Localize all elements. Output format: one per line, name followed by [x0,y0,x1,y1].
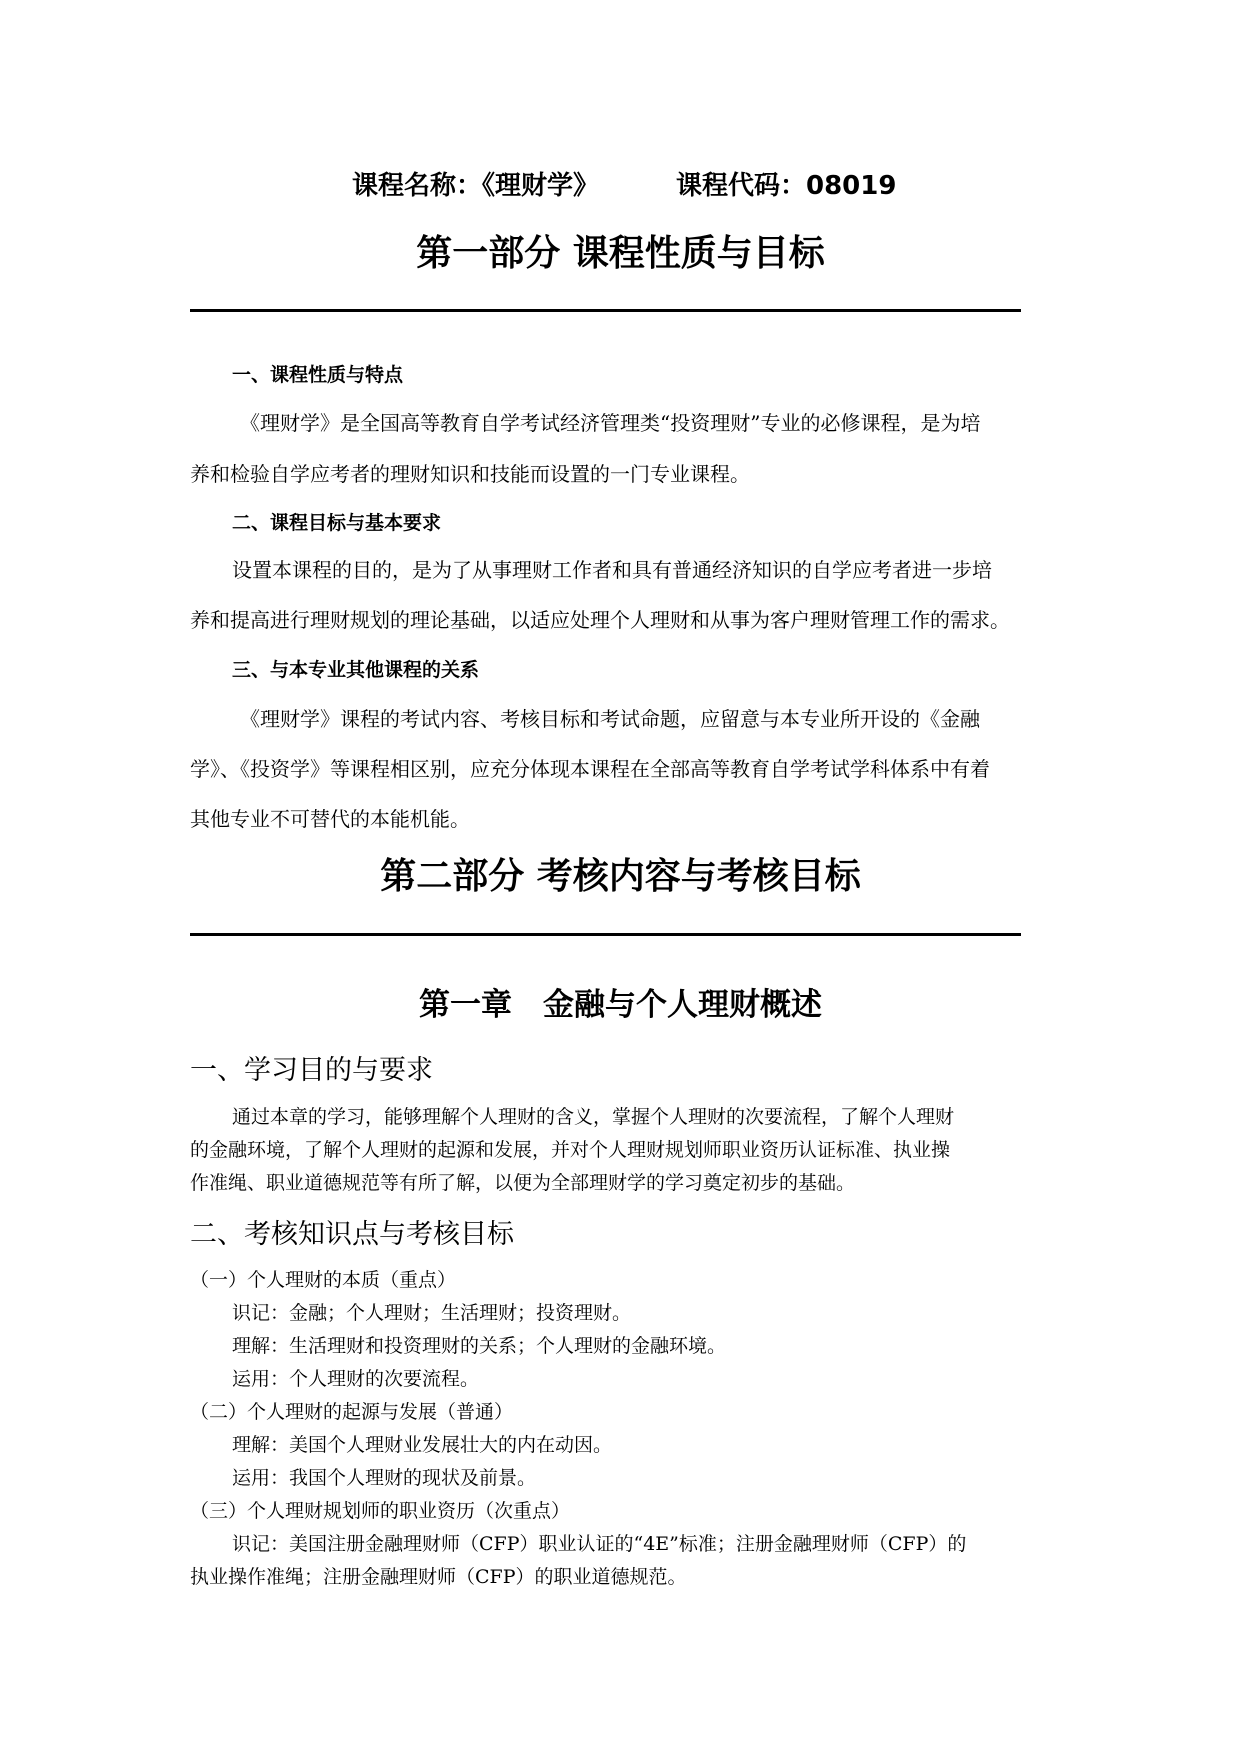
part1-title: 第一部分 课程性质与目标 [416,233,825,274]
goal-line: 通过本章的学习，能够理解个人理财的含义，掌握个人理财的次要流程，了解个人理财 [232,1106,955,1128]
part1-divider [190,309,1021,312]
part1-section3-line: 学》、《投资学》等课程相区别，应充分体现本课程在全部高等教育自学考试学科体系中有着 [190,757,990,781]
goal-line: 作准绳、职业道德规范等有所了解，以便为全部理财学的学习奠定初步的基础。 [190,1172,856,1194]
points-heading: 二、考核知识点与考核目标 [190,1219,514,1250]
part1-section3-line: 《理财学》课程的考试内容、考核目标和考试命题，应留意与本专业所开设的《金融 [240,707,980,731]
topic-item: 识记：金融；个人理财；生活理财；投资理财。 [232,1302,632,1324]
part1-section3-line: 其他专业不可替代的本能机能。 [190,807,470,831]
course-name: 课程名称：《理财学》 [352,171,600,201]
topic-item: 理解：生活理财和投资理财的关系；个人理财的金融环境。 [232,1335,727,1357]
goal-line: 的金融环境，了解个人理财的起源和发展，并对个人理财规划师职业资历认证标准、执业操 [190,1139,951,1161]
topic-heading: （二）个人理财的起源与发展（普通） [190,1401,514,1423]
topic-heading: （一）个人理财的本质（重点） [190,1269,457,1291]
course-code: 课程代码：08019 [676,171,897,201]
part1-section1-line: 《理财学》是全国高等教育自学考试经济管理类“投资理财”专业的必修课程，是为培 [240,411,981,435]
topic-item: 运用：个人理财的次要流程。 [232,1368,480,1390]
topic-item: 理解：美国个人理财业发展壮大的内在动因。 [232,1434,613,1456]
part2-divider [190,933,1021,936]
part2-title: 第二部分 考核内容与考核目标 [380,856,861,897]
topic-heading: （三）个人理财规划师的职业资历（次重点） [190,1500,571,1522]
part1-section3-heading: 三、与本专业其他课程的关系 [232,659,480,681]
part1-section2-heading: 二、课程目标与基本要求 [232,512,442,534]
topic-item: 运用：我国个人理财的现状及前景。 [232,1467,537,1489]
topic-item: 识记：美国注册金融理财师（CFP）职业认证的“4E”标准；注册金融理财师（CFP）的 [232,1533,967,1555]
part1-section1-line: 养和检验自学应考者的理财知识和技能而设置的一门专业课程。 [190,462,750,486]
topic-item: 执业操作准绳；注册金融理财师（CFP）的职业道德规范。 [190,1566,687,1588]
part1-section2-line: 设置本课程的目的，是为了从事理财工作者和具有普通经济知识的自学应考者进一步培 [232,558,992,582]
part1-section2-line: 养和提高进行理财规划的理论基础，以适应处理个人理财和从事为客户理财管理工作的需求。 [190,608,1010,632]
goal-heading: 一、学习目的与要求 [190,1055,433,1086]
part1-section1-heading: 一、课程性质与特点 [232,364,404,386]
chapter-title: 第一章 金融与个人理财概述 [419,987,822,1023]
